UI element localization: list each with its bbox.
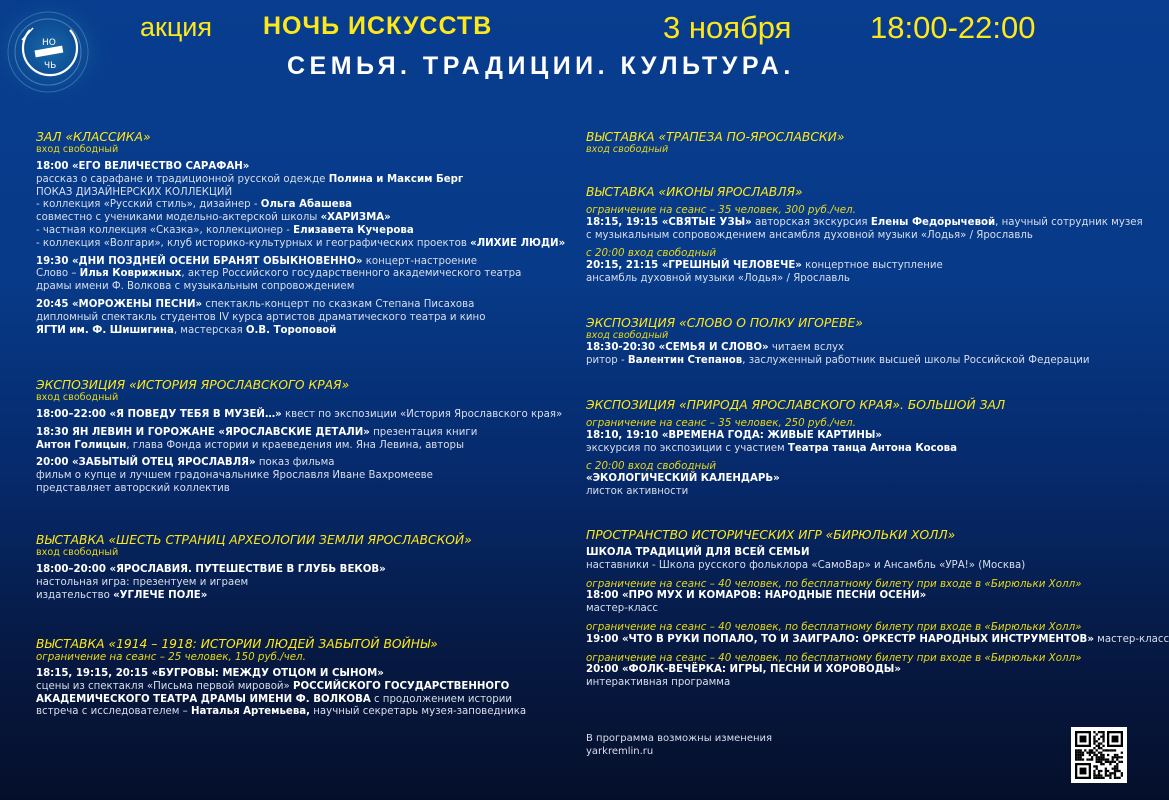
event-highlight: «ХАРИЗМА» bbox=[320, 212, 391, 224]
event-text: квест по экспозиции «История Ярославского края» bbox=[281, 409, 563, 420]
event-highlight: 18:15, 19:15, 20:15 «БУГРОВЫ: МЕЖДУ ОТЦОМ И СЫНОМ» bbox=[36, 668, 384, 679]
event-line bbox=[36, 238, 576, 251]
event-line bbox=[586, 342, 1126, 355]
section-note: вход свободный bbox=[36, 547, 119, 558]
program-section bbox=[586, 185, 1143, 286]
event-line bbox=[36, 199, 576, 212]
section-title: ВЫСТАВКА «ТРАПЕЗА ПО-ЯРОСЛАВСКИ» bbox=[586, 130, 845, 144]
event-note: ограничение на сеанс – 35 человек, 250 руб./чел. bbox=[586, 417, 856, 429]
event-highlight: ЯГТИ им. Ф. Шишигина bbox=[36, 324, 174, 336]
event-highlight: О.В. Тороповой bbox=[245, 324, 337, 336]
event-highlight: Ольга Абашева bbox=[260, 199, 353, 211]
qr-code[interactable] bbox=[1071, 727, 1127, 783]
event-highlight: 20:00 «ЗАБЫТЫЙ ОТЕЦ ЯРОСЛАВЛЯ» bbox=[36, 457, 256, 469]
event-line bbox=[36, 325, 576, 338]
event-line bbox=[36, 161, 576, 174]
event-text: издательство bbox=[36, 589, 114, 601]
event-text: читаем вслух bbox=[768, 342, 845, 353]
program-section bbox=[36, 533, 576, 602]
event-text: ансамбль духовной музыки «Лодья» / Ярославль bbox=[586, 272, 850, 284]
event-text: драмы имени Ф. Волкова с музыкальным сопровождением bbox=[36, 281, 355, 293]
event-text: концертное выступление bbox=[801, 260, 943, 272]
event-item bbox=[586, 652, 1126, 690]
event-text: авторская экскурсия bbox=[751, 216, 871, 228]
event-line bbox=[36, 694, 576, 707]
event-text: , актер Российского государственного академического театра bbox=[181, 268, 522, 280]
event-line bbox=[36, 187, 576, 200]
footer-notice: В программа возможны изменения bbox=[586, 733, 773, 744]
event-text: , глава Фонда истории и краеведения им. Яна Левина, авторы bbox=[126, 439, 464, 451]
event-item bbox=[586, 247, 1126, 285]
event-highlight: 18:10, 19:10 «ВРЕМЕНА ГОДА: ЖИВЫЕ КАРТИНЫ» bbox=[586, 429, 883, 441]
event-highlight: «УГЛЕЧЕ ПОЛЕ» bbox=[113, 589, 208, 601]
event-note: ограничение на сеанс – 40 человек, по бесплатному билету при входе в «Бирюльки Холл» bbox=[586, 651, 1082, 664]
event-line bbox=[586, 633, 1169, 647]
event-text: показ фильма bbox=[255, 457, 335, 469]
event-item bbox=[36, 256, 576, 294]
event-highlight: РОССИЙСКОГО ГОСУДАРСТВЕННОГО bbox=[293, 680, 510, 692]
event-item bbox=[36, 161, 576, 251]
section-note: вход свободный bbox=[586, 144, 669, 155]
event-highlight: 19:30 «ДНИ ПОЗДНЕЙ ОСЕНИ БРАНЯТ ОБЫКНОВЕННО» bbox=[36, 255, 363, 267]
event-highlight: 20:00 «ФОЛК-ВЕЧЁРКА: ИГРЫ, ПЕСНИ И ХОРОВОДЫ» bbox=[586, 664, 901, 676]
section-title: ЭКСПОЗИЦИЯ «ПРИРОДА ЯРОСЛАВСКОГО КРАЯ». БОЛЬШОЙ ЗАЛ bbox=[586, 398, 1006, 412]
event-highlight: «ЛИХИЕ ЛЮДИ» bbox=[470, 237, 566, 249]
event-line bbox=[36, 281, 576, 294]
event-line bbox=[36, 299, 576, 312]
header-time: 18:00-22:00 bbox=[870, 10, 1036, 45]
event-line bbox=[36, 427, 576, 440]
event-line bbox=[586, 443, 1126, 456]
event-highlight: Наталья Артемьева, bbox=[190, 706, 311, 718]
event-text: рассказ о сарафане и традиционной русской одежде bbox=[36, 173, 329, 185]
section-title: ВЫСТАВКА «1914 – 1918: ИСТОРИИ ЛЮДЕЙ ЗАБЫТОЙ ВОЙНЫ» bbox=[36, 637, 438, 651]
event-text: Слово – bbox=[36, 268, 80, 280]
event-item bbox=[586, 342, 1126, 368]
section-title: ВЫСТАВКА «ШЕСТЬ СТРАНИЦ АРХЕОЛОГИИ ЗЕМЛИ ЯРОСЛАВСКОЙ» bbox=[36, 533, 472, 547]
event-highlight: 18:00 «ПРО МУХ И КОМАРОВ: НАРОДНЫЕ ПЕСНИ ОСЕНИ» bbox=[586, 590, 927, 602]
event-highlight: АКАДЕМИЧЕСКОГО ТЕАТРА ДРАМЫ ИМЕНИ Ф. ВОЛКОВА bbox=[36, 693, 371, 705]
event-line bbox=[36, 457, 576, 470]
event-line bbox=[36, 564, 576, 577]
event-highlight: «ЭКОЛОГИЧЕСКИЙ КАЛЕНДАРЬ» bbox=[586, 473, 780, 485]
event-line bbox=[586, 547, 1126, 560]
event-item bbox=[36, 668, 576, 719]
event-line bbox=[36, 440, 576, 453]
event-line bbox=[586, 355, 1126, 368]
header-prefix: акция bbox=[140, 12, 212, 42]
event-line bbox=[36, 174, 576, 187]
event-text: листок активности bbox=[586, 485, 689, 497]
event-text: , заслуженный работник высшей школы Российской Федерации bbox=[742, 354, 1090, 366]
event-item bbox=[586, 620, 1169, 647]
section-title: ЭКСПОЗИЦИЯ «ИСТОРИЯ ЯРОСЛАВСКОГО КРАЯ» bbox=[36, 378, 350, 392]
event-line bbox=[586, 230, 1126, 243]
svg-text:НО: НО bbox=[42, 38, 56, 48]
section-title: ПРОСТРАНСТВО ИСТОРИЧЕСКИХ ИГР «БИРЮЛЬКИ ХОЛЛ» bbox=[586, 528, 956, 542]
event-text: представляет авторский коллектив bbox=[36, 482, 230, 494]
event-line bbox=[586, 260, 1126, 273]
section-note: вход свободный bbox=[36, 144, 119, 155]
event-text: мастер-класс bbox=[586, 603, 658, 615]
event-item bbox=[586, 578, 1126, 616]
event-line bbox=[36, 483, 576, 496]
program-section bbox=[586, 130, 1126, 156]
program-section bbox=[586, 528, 1169, 690]
event-text: сцены из спектакля «Письма первой мировой» bbox=[36, 680, 294, 692]
event-text: - коллекция «Волгари», клуб историко-культурных и географических проектов bbox=[36, 237, 471, 249]
event-highlight: Валентин Степанов bbox=[627, 354, 743, 366]
event-text: концерт-настроение bbox=[362, 255, 478, 267]
event-highlight: Антон Голицын bbox=[36, 439, 127, 451]
event-text: интерактивная программа bbox=[586, 677, 731, 689]
event-line bbox=[586, 677, 1126, 690]
event-highlight: 18:00–22:00 «Я ПОВЕДУ ТЕБЯ В МУЗЕЙ…» bbox=[36, 409, 282, 420]
event-item bbox=[36, 427, 576, 453]
header-date: 3 ноября bbox=[663, 10, 792, 45]
event-item bbox=[36, 299, 576, 337]
event-highlight: 20:15, 21:15 «ГРЕШНЫЙ ЧЕЛОВЕЧЕ» bbox=[586, 260, 802, 272]
event-line bbox=[586, 664, 1126, 677]
event-line bbox=[586, 590, 1126, 603]
event-line bbox=[36, 681, 576, 694]
program-section bbox=[586, 316, 1126, 368]
event-text: настольная игра: презентуем и играем bbox=[36, 576, 249, 588]
event-item bbox=[36, 564, 576, 602]
program-section bbox=[36, 637, 576, 719]
event-line bbox=[586, 603, 1126, 616]
event-line bbox=[36, 268, 576, 281]
event-note: ограничение на сеанс – 35 человек, 300 руб./чел. bbox=[586, 204, 856, 216]
event-item bbox=[586, 460, 1126, 498]
footer bbox=[586, 733, 772, 758]
program-section bbox=[36, 130, 576, 337]
svg-text:ЧЬ: ЧЬ bbox=[44, 61, 57, 71]
event-note: с 20:00 вход свободный bbox=[586, 460, 717, 473]
event-line bbox=[36, 706, 576, 719]
event-text: - частная коллекция «Сказка», коллекционер - bbox=[36, 224, 294, 236]
event-text: , мастерская bbox=[173, 324, 246, 336]
event-highlight: Илья Коврижных bbox=[79, 268, 182, 280]
event-highlight: 19:00 «ЧТО В РУКИ ПОПАЛО, ТО И ЗАИГРАЛО: ОРКЕСТР НАРОДНЫХ ИНСТРУМЕНТОВ» bbox=[586, 633, 1094, 645]
event-text: ритор - bbox=[586, 354, 628, 366]
event-text: презентация книги bbox=[369, 426, 478, 438]
event-text: встреча с исследователем – bbox=[36, 706, 191, 718]
section-title: ЗАЛ «КЛАССИКА» bbox=[36, 130, 151, 144]
section-note: вход свободный bbox=[586, 330, 669, 341]
section-note: вход свободный bbox=[36, 392, 119, 403]
event-text: экскурсия по экспозиции с участием bbox=[586, 442, 788, 454]
event-line bbox=[36, 256, 576, 269]
event-note: ограничение на сеанс – 40 человек, по бесплатному билету при входе в «Бирюльки Холл» bbox=[586, 620, 1082, 633]
event-line bbox=[36, 225, 576, 238]
event-text: - коллекция «Русский стиль», дизайнер - bbox=[36, 199, 261, 211]
event-line bbox=[36, 590, 576, 603]
section-title: ЭКСПОЗИЦИЯ «СЛОВО О ПОЛКУ ИГОРЕВЕ» bbox=[586, 316, 863, 330]
event-line bbox=[586, 216, 1143, 230]
footer-website[interactable]: yarkremlin.ru bbox=[586, 745, 654, 757]
event-highlight: 18:30-20:30 «СЕМЬЯ И СЛОВО» bbox=[586, 342, 769, 353]
event-line bbox=[586, 430, 1126, 443]
event-item bbox=[36, 457, 576, 495]
event-highlight: 18:00 «ЕГО ВЕЛИЧЕСТВО САРАФАН» bbox=[36, 161, 250, 172]
event-text: с продолжением истории bbox=[370, 693, 512, 705]
event-text: научный секретарь музея-заповедника bbox=[310, 706, 527, 718]
event-highlight: Елизавета Кучерова bbox=[293, 224, 414, 236]
event-line bbox=[586, 560, 1126, 573]
section-title: ВЫСТАВКА «ИКОНЫ ЯРОСЛАВЛЯ» bbox=[586, 185, 803, 199]
event-line bbox=[586, 473, 1126, 486]
noch-logo bbox=[0, 0, 110, 100]
event-text: ПОКАЗ ДИЗАЙНЕРСКИХ КОЛЛЕКЦИЙ bbox=[36, 186, 233, 198]
event-text: с музыкальным сопровождением ансамбля духовной музыки «Лодья» / Ярославль bbox=[586, 229, 1033, 241]
section-note: ограничение на сеанс – 25 человек, 150 руб./чел. bbox=[36, 651, 306, 663]
event-highlight: ШКОЛА ТРАДИЦИЙ ДЛЯ ВСЕЙ СЕМЬИ bbox=[586, 547, 810, 558]
event-text: совместно с учениками модельно-актерской школы bbox=[36, 212, 321, 224]
event-text: спектакль-концерт по сказкам Степана Писахова bbox=[202, 298, 475, 310]
event-item bbox=[586, 547, 1126, 573]
event-text: фильм о купце и лучшем градоначальнике Ярославля Иване Вахромееве bbox=[36, 470, 433, 482]
event-text: дипломный спектакль студентов IV курса артистов драматического театра и кино bbox=[36, 311, 486, 323]
program-section bbox=[36, 378, 576, 496]
event-line bbox=[586, 486, 1126, 499]
event-text: , научный сотрудник музея bbox=[995, 216, 1143, 228]
header-title: НОЧЬ ИСКУССТВ bbox=[263, 12, 493, 40]
event-highlight: 18:00–20:00 «ЯРОСЛАВИЯ. ПУТЕШЕСТВИЕ В ГЛУБЬ ВЕКОВ» bbox=[36, 564, 386, 575]
event-text: наставники - Школа русского фольклора «СамоВар» и Ансамбль «УРА!» (Москва) bbox=[586, 559, 1026, 571]
program-section bbox=[586, 398, 1126, 499]
header-subtitle: СЕМЬЯ. ТРАДИЦИИ. КУЛЬТУРА. bbox=[287, 52, 795, 80]
event-text: мастер-класс bbox=[1093, 633, 1169, 645]
event-line bbox=[36, 312, 576, 325]
event-item bbox=[586, 204, 1143, 242]
event-item bbox=[586, 417, 1126, 455]
event-line bbox=[36, 470, 576, 483]
event-line bbox=[36, 577, 576, 590]
event-highlight: Полина и Максим Берг bbox=[328, 173, 464, 185]
event-highlight: Театра танца Антона Косова bbox=[787, 442, 958, 454]
event-item bbox=[36, 409, 576, 422]
event-line bbox=[586, 273, 1126, 286]
event-highlight: 18:30 ЯН ЛЕВИН И ГОРОЖАНЕ «ЯРОСЛАВСКИЕ ДЕТАЛИ» bbox=[36, 426, 370, 438]
event-note: ограничение на сеанс – 40 человек, по бесплатному билету при входе в «Бирюльки Холл» bbox=[586, 577, 1082, 590]
event-highlight: 18:15, 19:15 «СВЯТЫЕ УЗЫ» bbox=[586, 216, 752, 228]
event-highlight: 20:45 «МОРОЖЕНЫ ПЕСНИ» bbox=[36, 298, 203, 310]
event-note: с 20:00 вход свободный bbox=[586, 247, 717, 260]
event-line bbox=[36, 409, 576, 422]
event-line bbox=[36, 668, 576, 681]
event-line bbox=[36, 212, 576, 225]
event-highlight: Елены Федорычевой bbox=[870, 216, 996, 228]
